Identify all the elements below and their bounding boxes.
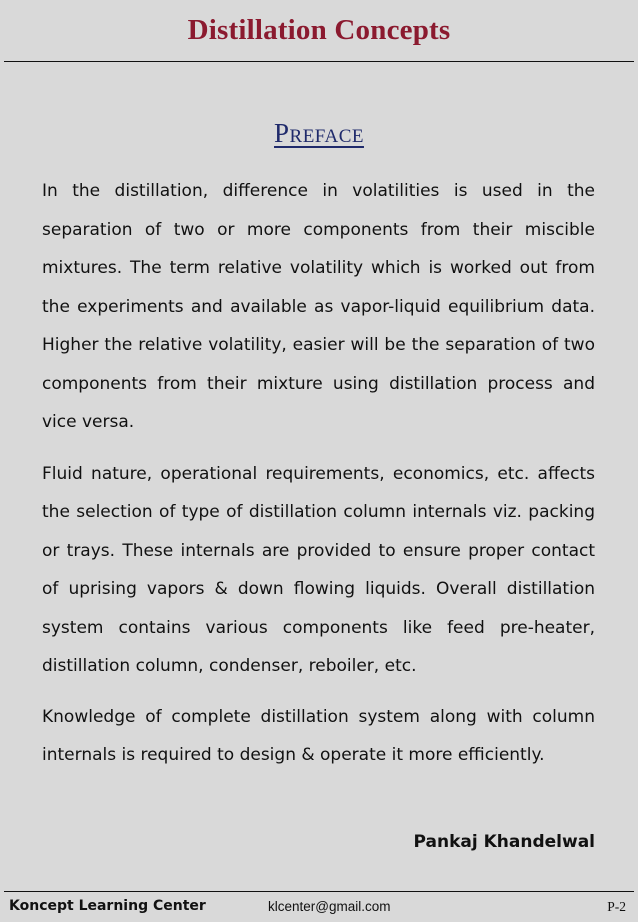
paragraph-3: Knowledge of complete distillation system along with column internals is required to design & operate it more efficiently.: [42, 706, 595, 765]
footer-email: klcenter@gmail.com: [268, 899, 391, 914]
section-heading: Preface: [274, 118, 364, 148]
paragraph-1: In the distillation, difference in volatilities is used in the separation of two or more components from their miscible mixtures. The term relative volatility which is worked out from the experiments and available as vapor-liquid equilibrium data. Higher the relative volatility, easier will be the separation of two components from their mixture using distillation process and vice versa.: [42, 181, 595, 432]
header-divider: [4, 61, 634, 62]
paragraph-2: Fluid nature, operational requirements, economics, etc. affects the selection of type of distillation column internals viz. packing or trays. These internals are provided to ensure proper contact of uprising vapors & down flowing liquids. Overall distillation system contains various components like feed pre-heater, distillation column, condenser, reboiler, etc.: [42, 463, 595, 676]
author-signature: Pankaj Khandelwal: [413, 832, 595, 852]
footer-divider: [4, 891, 634, 892]
document-title: Distillation Concepts: [187, 14, 451, 46]
body-content: [42, 172, 595, 775]
page-number: P-2: [607, 899, 626, 914]
footer-organization: Koncept Learning Center: [9, 898, 206, 914]
